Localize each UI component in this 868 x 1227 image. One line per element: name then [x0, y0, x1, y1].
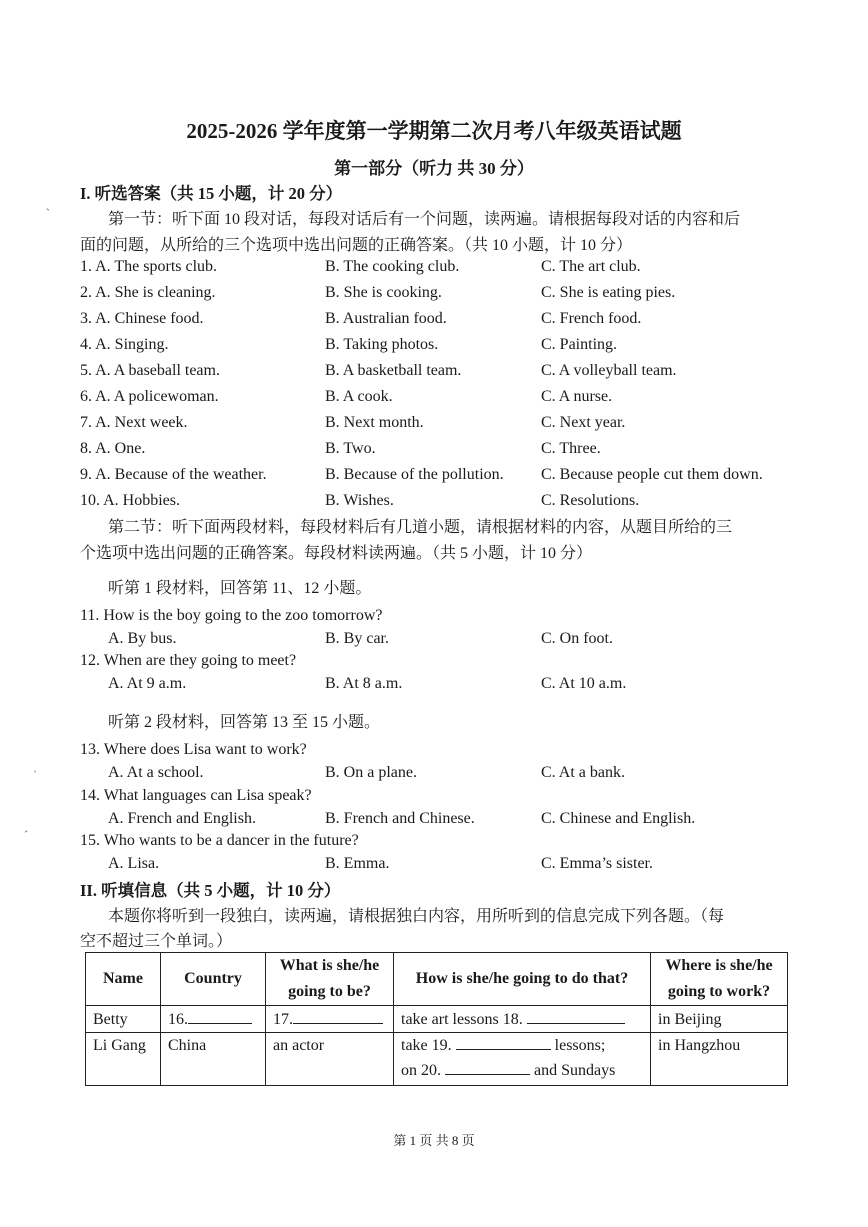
cell-how — [394, 1033, 651, 1086]
header-where-l2: going to work? — [667, 983, 771, 1000]
cell-going-to-be — [266, 1006, 394, 1033]
table-row-li-gang — [86, 1033, 788, 1086]
blank-20-suffix: and Sundays — [534, 1062, 616, 1079]
q11-option-b: B. By car. — [325, 630, 389, 647]
cell-name: Betty — [86, 1006, 161, 1033]
cell-how — [394, 1006, 651, 1033]
q9-option-a: 9. A. Because of the weather. — [80, 466, 267, 483]
blank-20-label: on 20. — [401, 1062, 441, 1079]
cell-name: Li Gang — [86, 1033, 161, 1086]
q2-option-b: B. She is cooking. — [325, 284, 442, 301]
q7-option-a: 7. A. Next week. — [80, 414, 188, 431]
q12-option-b: B. At 8 a.m. — [325, 675, 403, 692]
material2-label: 听第 2 段材料，回答第 13 至 15 小题。 — [108, 714, 381, 731]
header-where-l1: Where is she/he — [665, 957, 773, 974]
part1-instruction-line2: 面的问题，从所给的三个选项中选出问题的正确答案。（共 10 小题，计 10 分） — [80, 237, 633, 254]
q4-option-b: B. Taking photos. — [325, 336, 439, 353]
section2-instruction-line1: 本题你将听到一段独白，读两遍，请根据独白内容，用所听到的信息完成下列各题。（每 — [108, 908, 725, 925]
blank-18[interactable] — [527, 1007, 625, 1024]
q10-option-a: 10. A. Hobbies. — [80, 492, 180, 509]
table-header-row — [86, 953, 788, 1006]
header-going-to-be-l1: What is she/he — [279, 957, 380, 974]
q2-option-a: 2. A. She is cleaning. — [80, 284, 216, 301]
blank-20[interactable] — [445, 1058, 530, 1075]
page-footer: 第 1 页 共 8 页 — [393, 1133, 475, 1148]
q12-stem: 12. When are they going to meet? — [80, 652, 297, 669]
q4-option-c: C. Painting. — [541, 336, 618, 353]
blank-19[interactable] — [456, 1033, 551, 1050]
q8-option-b: B. Two. — [325, 440, 376, 457]
q15-option-b: B. Emma. — [325, 855, 390, 872]
q11-stem: 11. How is the boy going to the zoo tomorrow? — [80, 607, 383, 624]
header-name: Name — [86, 953, 161, 1006]
q7-option-b: B. Next month. — [325, 414, 424, 431]
q6-option-a: 6. A. A policewoman. — [80, 388, 219, 405]
q13-option-c: C. At a bank. — [541, 764, 625, 781]
q12-option-c: C. At 10 a.m. — [541, 675, 627, 692]
blank-17[interactable] — [293, 1007, 383, 1024]
q1-option-b: B. The cooking club. — [325, 258, 460, 275]
q2-option-c: C. She is eating pies. — [541, 284, 676, 301]
q15-option-a: A. Lisa. — [108, 855, 160, 872]
blank-16[interactable] — [188, 1007, 252, 1024]
part2-instruction-line1: 第二节：听下面两段材料，每段材料后有几道小题，请根据材料的内容，从题目所给的三 — [108, 519, 733, 536]
q14-option-b: B. French and Chinese. — [325, 810, 475, 827]
q7-option-c: C. Next year. — [541, 414, 626, 431]
q13-option-b: B. On a plane. — [325, 764, 417, 781]
blank-16-label: 16. — [168, 1010, 188, 1028]
section1-heading: I. 听选答案（共 15 小题，计 20 分） — [80, 184, 343, 203]
q10-option-b: B. Wishes. — [325, 492, 394, 509]
cell-going-to-be: an actor — [266, 1033, 394, 1086]
material1-label: 听第 1 段材料，回答第 11、12 小题。 — [108, 580, 372, 597]
exam-title: 2025-2026 学年度第一学期第二次月考八年级英语试题 — [186, 119, 682, 143]
blank-18-label: take art lessons 18. — [401, 1010, 523, 1028]
q11-option-a: A. By bus. — [108, 630, 177, 647]
q6-option-b: B. A cook. — [325, 388, 393, 405]
info-table — [85, 952, 788, 1086]
blank-19-label: take 19. — [401, 1037, 452, 1054]
q5-option-b: B. A basketball team. — [325, 362, 462, 379]
header-how: How is she/he going to do that? — [394, 953, 651, 1006]
cell-country — [161, 1006, 266, 1033]
q1-option-a: 1. A. The sports club. — [80, 258, 218, 275]
section2-instruction-line2: 空不超过三个单词。） — [80, 933, 233, 950]
cell-where: in Beijing — [651, 1006, 788, 1033]
q14-stem: 14. What languages can Lisa speak? — [80, 787, 312, 804]
q8-option-a: 8. A. One. — [80, 440, 146, 457]
q10-option-c: C. Resolutions. — [541, 492, 640, 509]
q12-option-a: A. At 9 a.m. — [108, 675, 187, 692]
part1-instruction-line1: 第一节：听下面 10 段对话，每段对话后有一个问题，读两遍。请根据每段对话的内容和后 — [108, 211, 741, 228]
q5-option-a: 5. A. A baseball team. — [80, 362, 220, 379]
q13-stem: 13. Where does Lisa want to work? — [80, 741, 307, 758]
cell-country: China — [161, 1033, 266, 1086]
part-subtitle: 第一部分（听力 共 30 分） — [334, 159, 534, 178]
blank-19-suffix: lessons; — [554, 1037, 606, 1054]
part2-instruction-line2: 个选项中选出问题的正确答案。每段材料读两遍。（共 5 小题，计 10 分） — [80, 545, 593, 562]
q5-option-c: C. A volleyball team. — [541, 362, 677, 379]
section2-heading: II. 听填信息（共 5 小题，计 10 分） — [80, 881, 341, 900]
cell-where: in Hangzhou — [651, 1033, 788, 1086]
q15-stem: 15. Who wants to be a dancer in the future? — [80, 832, 359, 849]
q3-option-b: B. Australian food. — [325, 310, 447, 327]
blank-17-label: 17. — [273, 1010, 293, 1028]
table-row-betty — [86, 1006, 788, 1033]
header-where — [651, 953, 788, 1006]
scan-speck: ˋ — [46, 206, 50, 220]
header-country: Country — [161, 953, 266, 1006]
q13-option-a: A. At a school. — [108, 764, 204, 781]
q6-option-c: C. A nurse. — [541, 388, 613, 405]
q14-option-a: A. French and English. — [108, 810, 256, 827]
q1-option-c: C. The art club. — [541, 258, 641, 275]
q11-option-c: C. On foot. — [541, 630, 613, 647]
q4-option-a: 4. A. Singing. — [80, 336, 169, 353]
header-going-to-be-l2: going to be? — [288, 983, 371, 1000]
q3-option-c: C. French food. — [541, 310, 642, 327]
q9-option-c: C. Because people cut them down. — [541, 466, 763, 483]
q9-option-b: B. Because of the pollution. — [325, 466, 504, 483]
scan-speck: ˊ — [24, 828, 28, 842]
scan-speck: ˈ — [33, 768, 37, 782]
q14-option-c: C. Chinese and English. — [541, 810, 696, 827]
q15-option-c: C. Emma’s sister. — [541, 855, 653, 872]
header-going-to-be — [266, 953, 394, 1006]
q3-option-a: 3. A. Chinese food. — [80, 310, 204, 327]
q8-option-c: C. Three. — [541, 440, 601, 457]
